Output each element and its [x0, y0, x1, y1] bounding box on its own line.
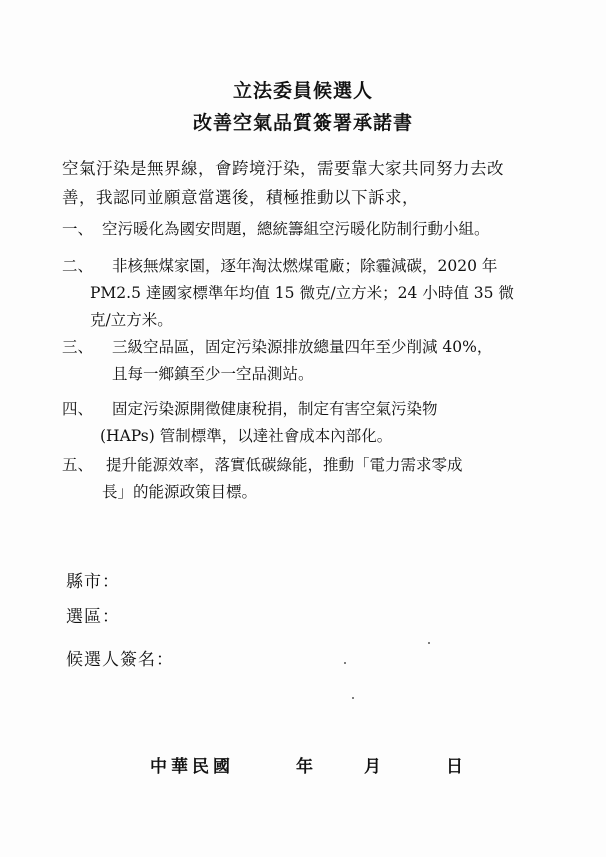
date-era: 中華民國	[150, 757, 234, 777]
list-item-line: 且每一鄉鎮至少一空品測站。	[112, 365, 314, 383]
list-item-number: 五、	[62, 456, 94, 474]
list-item-line: 三級空品區，固定污染源排放總量四年至少削減 40%，	[112, 338, 493, 356]
document-title-line2: 改善空氣品質簽署承諾書	[192, 112, 413, 134]
list-item-1	[62, 216, 552, 243]
list-item-5	[62, 452, 552, 506]
district-field-label: 選區：	[66, 607, 120, 627]
date-year: 年	[296, 757, 313, 777]
list-item-text	[100, 396, 552, 450]
list-item-number: 三、	[62, 338, 94, 356]
signature-field-label: 候選人簽名：	[66, 650, 174, 670]
document-title-line1: 立法委員候選人	[232, 80, 373, 102]
county-field-label: 縣市：	[66, 572, 120, 592]
list-item-text	[112, 334, 552, 388]
scan-speck	[428, 642, 430, 644]
list-item-text	[102, 216, 552, 243]
scan-speck	[344, 662, 346, 664]
list-item-line: 固定污染源開徵健康稅捐，制定有害空氣污染物	[112, 400, 438, 418]
intro-paragraph	[62, 154, 552, 212]
list-item-line: 空污暖化為國安問題，總統籌組空污暖化防制行動小組。	[102, 220, 490, 238]
list-item-line: 非核無煤家園，逐年淘汰燃煤電廠；除霾減碳，2020 年	[112, 257, 498, 275]
date-month: 月	[364, 757, 381, 777]
list-item-line: (HAPs) 管制標準，以達社會成本內部化。	[100, 427, 393, 445]
date-day: 日	[446, 757, 463, 777]
list-item-number: 四、	[62, 400, 94, 418]
scan-speck	[352, 697, 354, 699]
list-item-text	[102, 452, 552, 506]
intro-line-2: 善，我認同並願意當選後，積極推動以下訴求，	[62, 188, 419, 207]
list-item-line: 克/立方米。	[90, 311, 173, 329]
list-item-number: 二、	[62, 257, 94, 275]
list-item-4	[62, 396, 552, 450]
list-item-line: 長」的能源政策目標。	[102, 483, 258, 501]
list-item-2	[62, 253, 552, 334]
list-item-number: 一、	[62, 220, 94, 238]
list-item-line: PM2.5 達國家標準年均值 15 微克/立方米；24 小時值 35 微	[90, 284, 514, 302]
list-item-text	[90, 253, 552, 334]
list-item-line: 提升能源效率，落實低碳綠能，推動「電力需求零成	[106, 456, 463, 474]
intro-line-1: 空氣汙染是無界線，會跨境汙染，需要靠大家共同努力去改	[62, 159, 504, 178]
list-item-3	[62, 334, 552, 388]
